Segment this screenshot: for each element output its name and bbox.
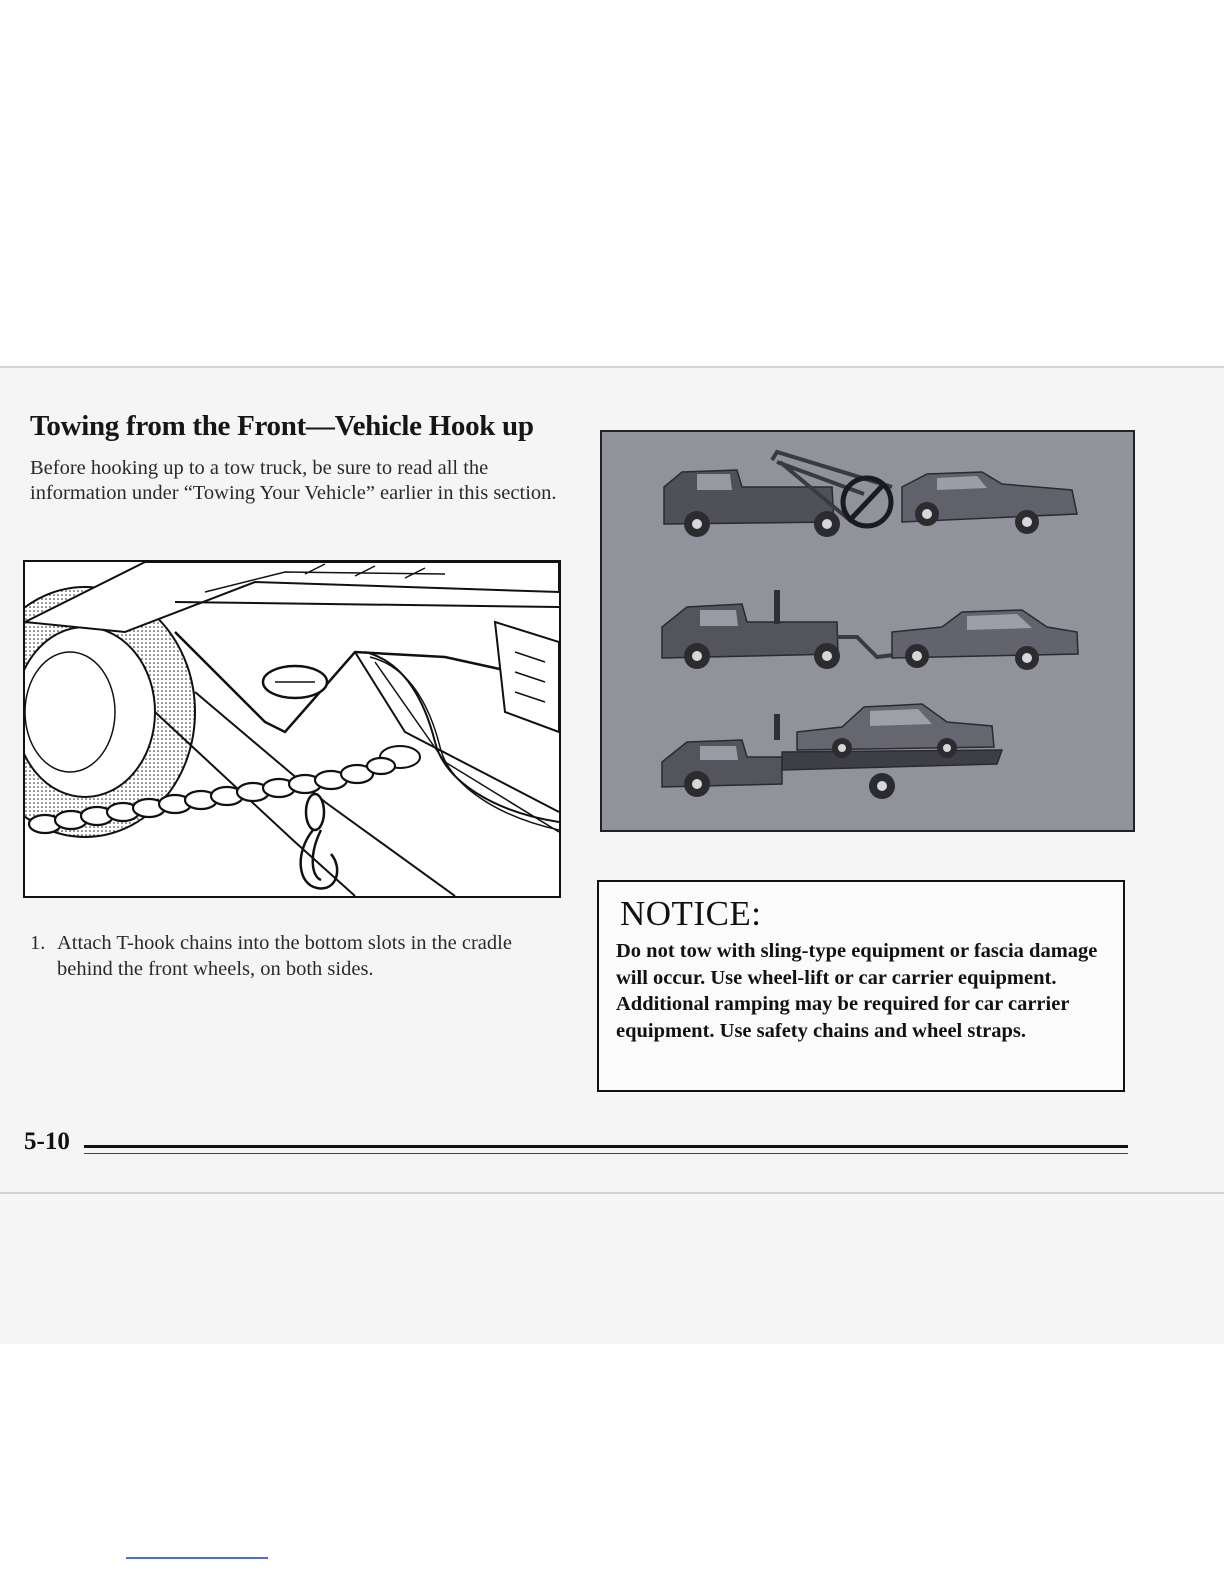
page-number: 5-10 — [24, 1128, 70, 1155]
t-hook-illustration-icon — [25, 562, 559, 896]
instruction-steps — [30, 930, 550, 982]
bottom-mark — [126, 1557, 268, 1559]
step-text: Attach T-hook chains into the bottom slots in the cradle behind the front wheels, on both sides. — [57, 932, 512, 980]
step-item — [30, 930, 550, 982]
notice-body: Do not tow with sling-type equipment or fascia damage will occur. Use wheel-lift or car carrier equipment. Additional ramping may be required for car carrier equipment. Use safety chains and wheel straps. — [616, 940, 1098, 1042]
page-bottom-rule — [0, 1192, 1224, 1194]
footer-rule-thin — [84, 1153, 1128, 1154]
step-number: 1. — [30, 932, 46, 954]
notice-box — [597, 880, 1125, 1092]
tow-methods-icon — [602, 432, 1133, 830]
section-title: Towing from the Front—Vehicle Hook up — [30, 410, 534, 442]
notice-heading: NOTICE: — [620, 894, 762, 933]
t-hook-chain-illustration — [23, 560, 561, 898]
tow-truck-methods-photo — [600, 430, 1135, 832]
footer-rule — [84, 1145, 1128, 1148]
intro-paragraph: Before hooking up to a tow truck, be sure to read all the information under “Towing Your Vehicle” earlier in this section. — [30, 457, 557, 504]
